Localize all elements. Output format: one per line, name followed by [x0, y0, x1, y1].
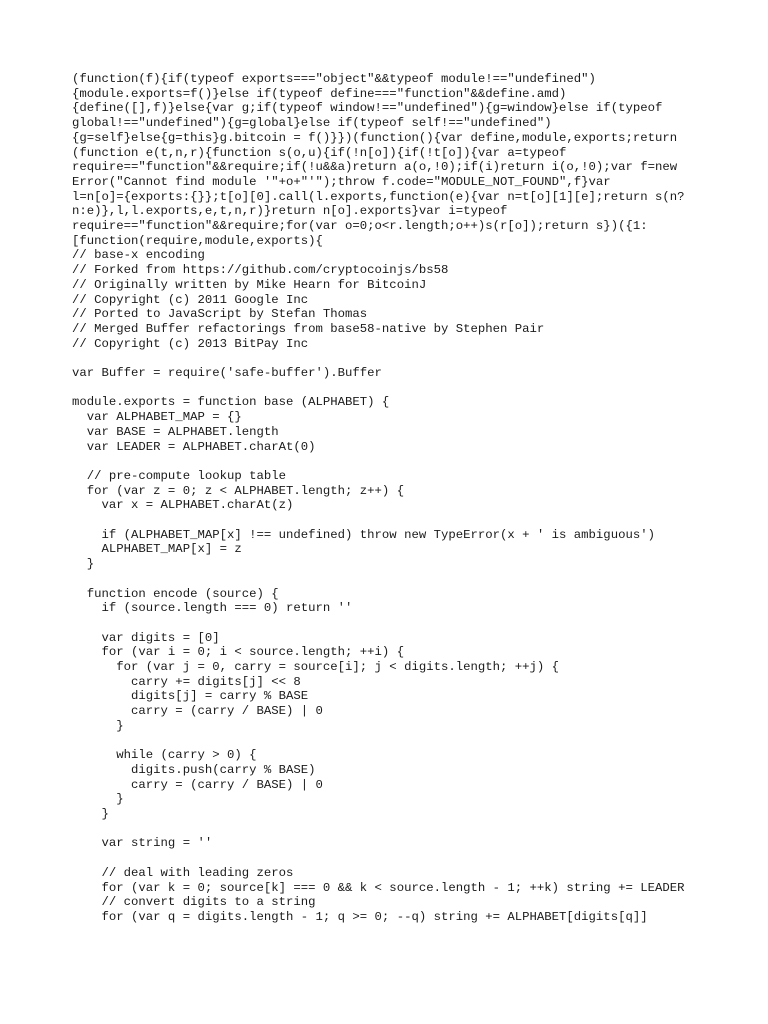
code-line: l=n[o]={exports:{}};t[o][0].call(l.exports,function(e){var n=t[o][1][e];return s(n?	[72, 189, 685, 204]
code-line: // convert digits to a string	[72, 895, 316, 910]
code-line	[72, 572, 732, 587]
code-line: }	[72, 807, 109, 822]
code-line	[72, 381, 732, 396]
code-line: {module.exports=f()}else if(typeof define==="function"&&define.amd)	[72, 86, 567, 101]
code-line	[72, 822, 732, 837]
code-line: {g=self}else{g=this}g.bitcoin = f()}})(function(){var define,module,exports;return	[72, 130, 678, 145]
code-line: carry += digits[j] << 8	[72, 674, 301, 689]
code-line: var Buffer = require('safe-buffer').Buffer	[72, 366, 382, 381]
code-line	[72, 616, 732, 631]
code-line: // Forked from https://github.com/cryptocoinjs/bs58	[72, 263, 449, 278]
code-line: var BASE = ALPHABET.length	[72, 424, 279, 439]
code-line: module.exports = function base (ALPHABET) {	[72, 395, 390, 410]
code-line: // Copyright (c) 2011 Google Inc	[72, 292, 309, 307]
code-line: n:e)},l,l.exports,e,t,n,r)}return n[o].exports}var i=typeof	[72, 204, 508, 219]
code-line: for (var i = 0; i < source.length; ++i) {	[72, 645, 405, 660]
code-line: ALPHABET_MAP[x] = z	[72, 542, 242, 557]
code-line: (function e(t,n,r){function s(o,u){if(!n[o]){if(!t[o]){var a=typeof	[72, 145, 567, 160]
code-line: for (var k = 0; source[k] === 0 && k < source.length - 1; ++k) string += LEADER	[72, 880, 685, 895]
code-line: var ALPHABET_MAP = {}	[72, 410, 242, 425]
code-line: var string = ''	[72, 836, 213, 851]
code-line: require=="function"&&require;if(!u&&a)return a(o,!0);if(i)return i(o,!0);var f=new	[72, 160, 678, 175]
code-line: require=="function"&&require;for(var o=0;o<r.length;o++)s(r[o]);return s})({1:	[72, 219, 648, 234]
code-line: // base-x encoding	[72, 248, 205, 263]
code-line: while (carry > 0) {	[72, 748, 257, 763]
code-line: for (var z = 0; z < ALPHABET.length; z++) {	[72, 483, 405, 498]
code-line: digits.push(carry % BASE)	[72, 762, 316, 777]
code-line	[72, 351, 732, 366]
code-line: // Originally written by Mike Hearn for BitcoinJ	[72, 277, 427, 292]
code-line: Error("Cannot find module '"+o+"'");throw f.code="MODULE_NOT_FOUND",f}var	[72, 174, 611, 189]
code-line: for (var j = 0, carry = source[i]; j < digits.length; ++j) {	[72, 660, 560, 675]
code-line	[72, 513, 732, 528]
code-line: }	[72, 792, 124, 807]
code-line: carry = (carry / BASE) | 0	[72, 704, 323, 719]
code-line: global!=="undefined"){g=global}else if(typeof self!=="undefined")	[72, 116, 552, 131]
code-line: // Ported to JavaScript by Stefan Thomas	[72, 307, 368, 322]
code-document	[72, 72, 732, 925]
code-line: function encode (source) {	[72, 586, 279, 601]
code-line: }	[72, 718, 124, 733]
code-line: var x = ALPHABET.charAt(z)	[72, 498, 294, 513]
code-line: if (ALPHABET_MAP[x] !== undefined) throw new TypeError(x + ' is ambiguous')	[72, 527, 655, 542]
code-line: // deal with leading zeros	[72, 865, 294, 880]
code-line	[72, 851, 732, 866]
code-line: // Merged Buffer refactorings from base58-native by Stephen Pair	[72, 321, 545, 336]
code-line: // pre-compute lookup table	[72, 468, 287, 483]
code-line: carry = (carry / BASE) | 0	[72, 777, 323, 792]
code-line: for (var q = digits.length - 1; q >= 0; --q) string += ALPHABET[digits[q]]	[72, 909, 648, 924]
code-line: }	[72, 557, 95, 572]
code-line: (function(f){if(typeof exports==="object"&&typeof module!=="undefined")	[72, 72, 596, 86]
code-line: {define([],f)}else{var g;if(typeof window!=="undefined"){g=window}else if(typeof	[72, 101, 663, 116]
code-line: var LEADER = ALPHABET.charAt(0)	[72, 439, 316, 454]
code-line	[72, 454, 732, 469]
code-line: digits[j] = carry % BASE	[72, 689, 309, 704]
code-line: [function(require,module,exports){	[72, 233, 323, 248]
code-line	[72, 734, 732, 749]
code-line: // Copyright (c) 2013 BitPay Inc	[72, 336, 309, 351]
code-line: if (source.length === 0) return ''	[72, 601, 353, 616]
code-line: var digits = [0]	[72, 630, 220, 645]
